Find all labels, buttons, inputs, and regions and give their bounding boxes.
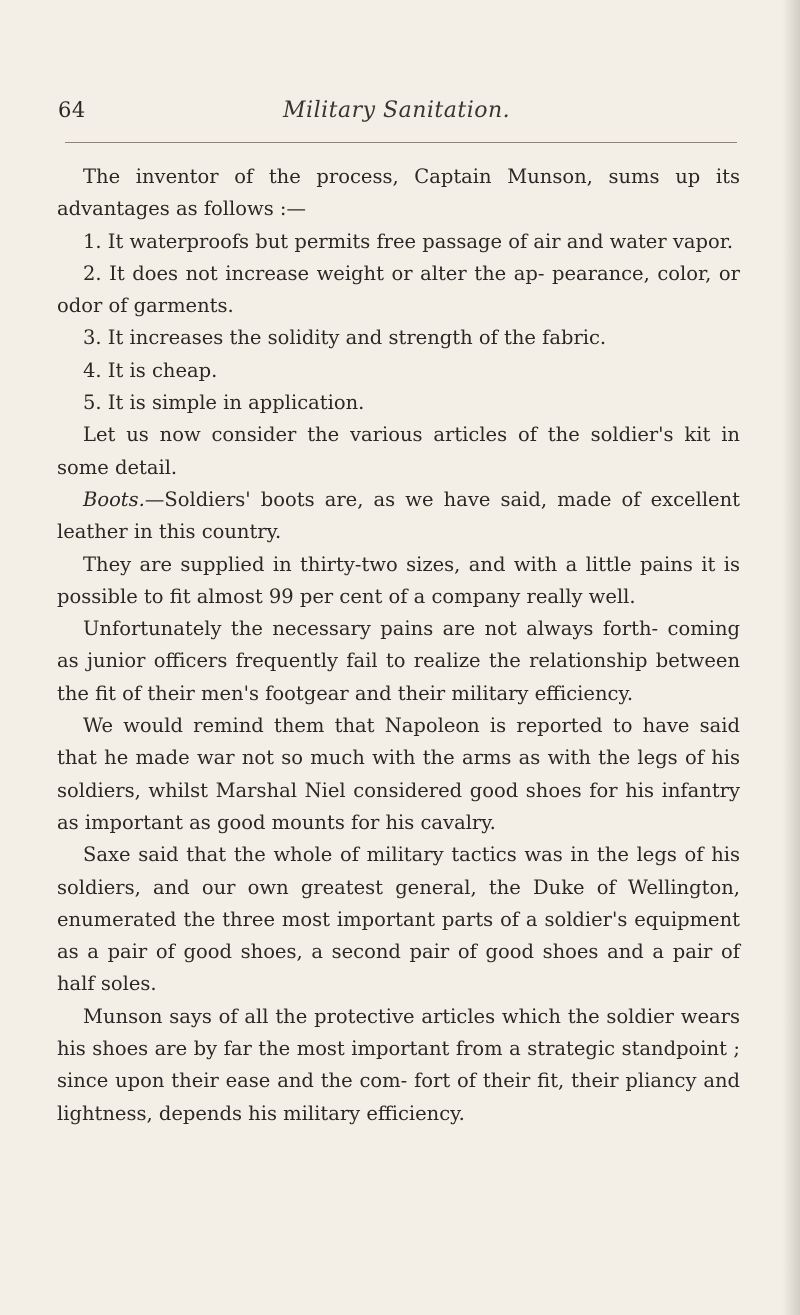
napoleon-paragraph: We would remind them that Napoleon is reported to have said that he made war not so much with the arms as with the legs of his soldiers, whilst Marshal Niel considered good shoes for his infantry as important as good mounts for his cavalry. [57,714,740,834]
advantage-item-3: 3. It increases the solidity and strength of the fabric. [83,326,607,350]
saxe-paragraph: Saxe said that the whole of military tactics was in the legs of his soldiers, and our own greatest general, the Duke of Wellington, enumerated the three most important parts of a soldier's equipment as a pair of good shoes, a second pair of good shoes and a pair of half soles. [57,843,740,996]
advantage-item-2: 2. It does not increase weight or alter the ap- pearance, color, or odor of garments. [57,261,740,318]
advantage-item-4: 4. It is cheap. [83,358,218,382]
boots-heading: Boots. [83,487,145,511]
page-header [58,98,738,128]
boots-paragraph [57,484,740,549]
header-rule [65,142,737,143]
boots-text: —Soldiers' boots are, as we have said, made of excellent leather in this country. [57,487,740,544]
running-title: Military Sanitation. [283,98,511,123]
kit-intro-paragraph: Let us now consider the various articles of the soldier's kit in some detail. [57,423,740,479]
intro-paragraph: The inventor of the process, Captain Munson, sums up its advantages as follows :— [57,165,740,221]
sizes-paragraph: They are supplied in thirty-two sizes, and with a little pains it is possible to fit almost 99 per cent of a company really well. [57,552,740,608]
advantage-item-5: 5. It is simple in application. [83,391,365,415]
unfortunately-paragraph: Unfortunately the necessary pains are not always forth- coming as junior officers frequently fail to realize the relationship between the fit of their men's footgear and their military efficiency. [57,617,740,705]
page-edge-shadow [782,0,800,1315]
advantage-item-1: 1. It waterproofs but permits free passage of air and water vapor. [83,229,734,253]
munson-paragraph: Munson says of all the protective articles which the soldier wears his shoes are by far the most important from a strategic standpoint ; since upon their ease and the com- fort of their fit, their pliancy and lightness, depends his military efficiency. [57,1004,740,1125]
body-text [57,161,740,1130]
page-number: 64 [58,98,86,122]
